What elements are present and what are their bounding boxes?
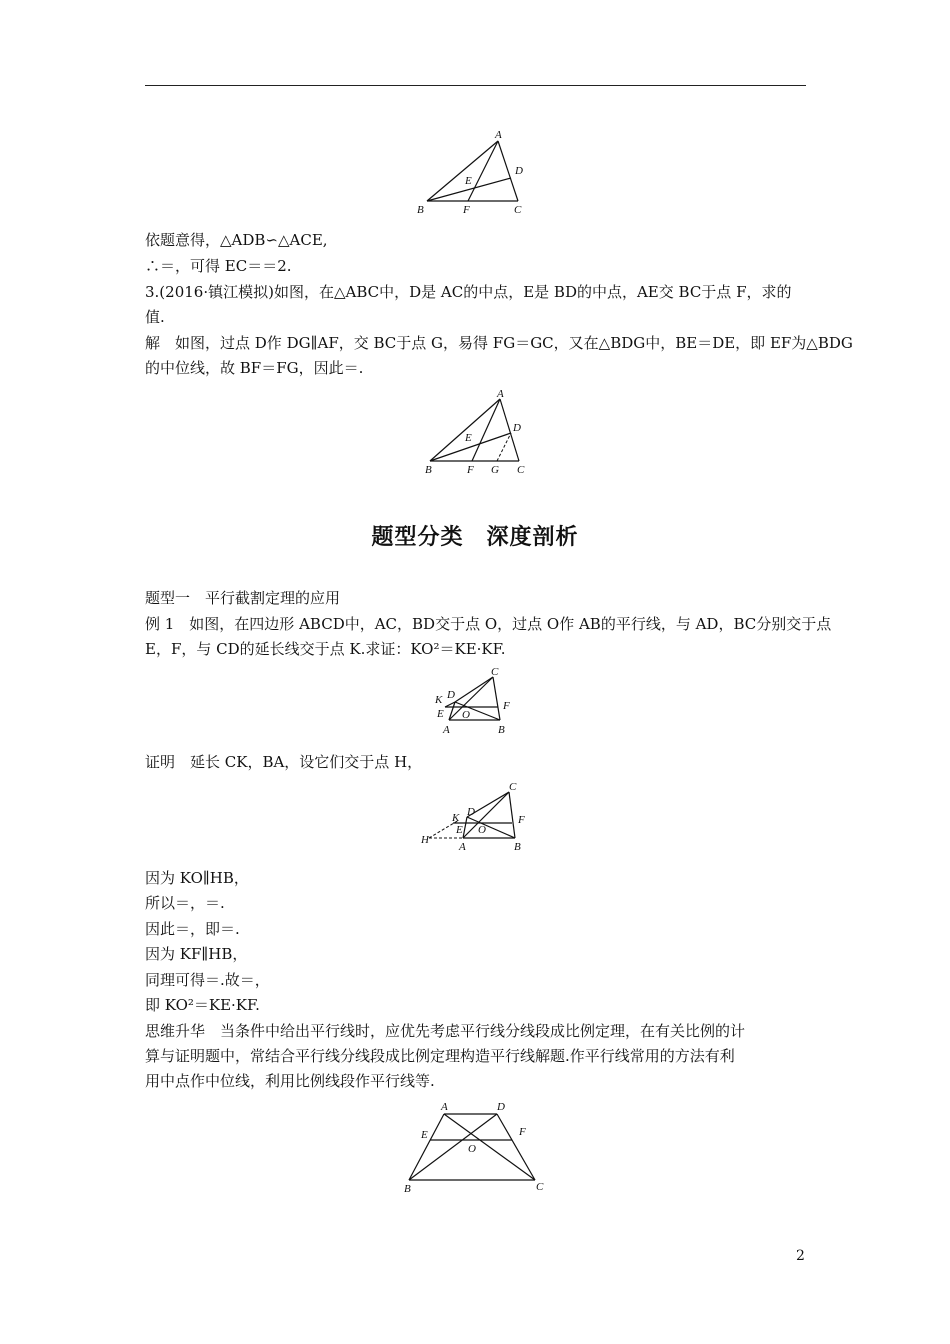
label-F: F: [503, 700, 510, 712]
header-rule: [145, 85, 806, 86]
label-C: C: [536, 1181, 544, 1193]
section-heading: 题型分类 深度剖析: [371, 525, 579, 550]
text-line: 同理可得＝.故＝，: [145, 971, 270, 989]
text-line: 值.: [145, 308, 165, 326]
text-line: 即 KO²＝KE·KF.: [145, 996, 260, 1014]
label-B: B: [417, 204, 424, 216]
label-E: E: [465, 432, 472, 444]
label-E: E: [437, 708, 444, 720]
label-F: F: [519, 1126, 526, 1138]
label-F: F: [518, 814, 525, 826]
label-O: O: [468, 1143, 476, 1155]
label-D: D: [467, 806, 475, 818]
label-D: D: [513, 422, 521, 434]
label-K: K: [435, 694, 443, 706]
figure-quadrilateral-2: [415, 780, 535, 855]
label-F: F: [463, 204, 470, 216]
summary-text: 思维升华 当条件中给出平行线时，应优先考虑平行线分线段成比例定理，在有关比例的计: [145, 1022, 746, 1040]
text-line: ∴＝，可得 EC＝＝2.: [145, 257, 292, 275]
label-O: O: [462, 709, 470, 721]
topic-title: 题型一 平行截割定理的应用: [145, 589, 341, 607]
label-H: H: [421, 834, 429, 846]
solution-text: 解 如图，过点 D作 DG∥AF，交 BC于点 G，易得 FG＝GC，又在△BDG中，BE＝DE，即 EF为△BDG: [145, 334, 853, 352]
label-A: A: [441, 1101, 448, 1113]
label-A: A: [497, 388, 504, 400]
label-A: A: [459, 841, 466, 853]
text-line: 依题意得，△ADB∽△ACE,: [145, 231, 328, 249]
label-D: D: [447, 689, 455, 701]
label-O: O: [478, 824, 486, 836]
text-line: 因为 KF∥HB，: [145, 945, 248, 963]
text-line: 的中位线，故 BF＝FG，因此＝.: [145, 359, 364, 377]
text-line: 因为 KO∥HB，: [145, 869, 249, 887]
label-B: B: [404, 1183, 411, 1195]
figure-triangle-1: [415, 125, 545, 220]
label-K: K: [452, 812, 460, 824]
text-line: 算与证明题中，常结合平行线分线段成比例定理构造平行线解题.作平行线常用的方法有利: [145, 1047, 735, 1065]
label-G: G: [491, 464, 499, 476]
label-D: D: [497, 1101, 505, 1113]
proof-text: 证明 延长 CK，BA，设它们交于点 H，: [145, 753, 423, 771]
problem-3-text: 3.(2016·镇江模拟)如图，在△ABC中，D是 AC的中点，E是 BD的中点，AE交 BC于点 F，求的: [145, 283, 792, 301]
label-C: C: [517, 464, 525, 476]
label-D: D: [515, 165, 523, 177]
label-A: A: [495, 129, 502, 141]
label-C: C: [509, 781, 517, 793]
label-B: B: [498, 724, 505, 736]
example-1-text: 例 1 如图，在四边形 ABCD中，AC，BD交于点 O，过点 O作 AB的平行线，与 AD，BC分别交于点: [145, 615, 832, 633]
page-number: 2: [796, 1248, 805, 1264]
label-E: E: [465, 175, 472, 187]
label-E: E: [456, 824, 463, 836]
figure-quadrilateral-1: [425, 665, 530, 740]
label-F: F: [467, 464, 474, 476]
label-E: E: [421, 1129, 428, 1141]
label-C: C: [491, 666, 499, 678]
text-line: E，F，与 CD的延长线交于点 K.求证：KO²＝KE·KF.: [145, 640, 506, 658]
label-B: B: [514, 841, 521, 853]
text-line: 所以＝，＝.: [145, 894, 225, 912]
text-line: 因此＝，即＝.: [145, 920, 240, 938]
label-B: B: [425, 464, 432, 476]
label-C: C: [514, 204, 522, 216]
text-line: 用中点作中位线，利用比例线段作平行线等.: [145, 1072, 435, 1090]
label-A: A: [443, 724, 450, 736]
figure-trapezoid: [395, 1098, 560, 1198]
figure-triangle-2: [415, 385, 545, 480]
